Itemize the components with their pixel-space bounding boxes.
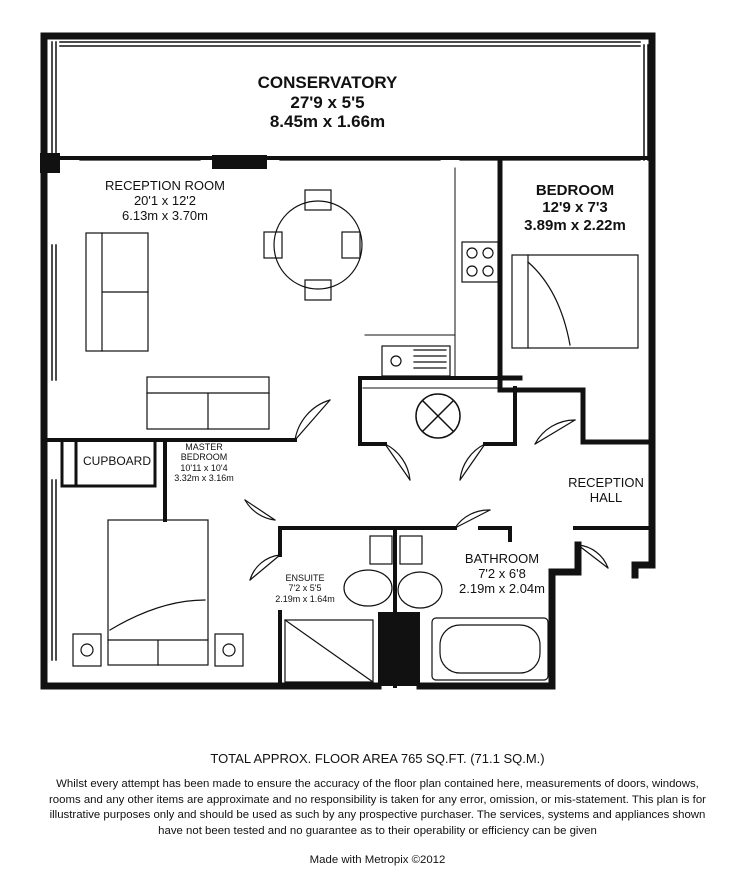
ensuite-name: ENSUITE xyxy=(285,573,325,583)
outer-walls xyxy=(44,36,652,686)
made-with-credit: Made with Metropix ©2012 xyxy=(309,854,446,866)
reception-hall-name-2: HALL xyxy=(589,489,623,505)
reception-room-label xyxy=(80,179,250,224)
ensuite-fixtures xyxy=(285,536,392,682)
boiler xyxy=(416,394,460,438)
reception-hall-label xyxy=(554,476,658,506)
bathroom-label xyxy=(450,552,554,597)
total-floor-area: TOTAL APPROX. FLOOR AREA 765 SQ.FT. (71.1 SQ.M.) xyxy=(210,751,545,766)
conservatory-imperial: 27'9 x 5'5 xyxy=(290,92,365,112)
sofa-left xyxy=(86,233,148,351)
hob xyxy=(462,242,498,282)
bedroom-metric: 3.89m x 2.22m xyxy=(524,216,626,234)
cupboard-label xyxy=(77,455,157,469)
pier-2 xyxy=(40,153,60,173)
sofa-bottom xyxy=(147,377,269,429)
bathroom-name: BATHROOM xyxy=(464,551,540,566)
disclaimer-text: Whilst every attempt has been made to ensure the accuracy of the floor plan contained here, measurements of doors, windows, rooms and any other items are approximate and no responsibility is taken for any error, omission, or mis-statement. This plan is for illustrative purposes only and should be used as such by any prospective purchaser. The services, systems and appliances shown have not been tested and no guarantee as to their operability or efficiency can be given xyxy=(49,778,706,837)
bathroom-metric: 2.19m x 2.04m xyxy=(459,580,545,596)
cupboard-name: CUPBOARD xyxy=(82,454,151,468)
ensuite-metric: 2.19m x 1.64m xyxy=(275,593,335,604)
reception-room-imperial: 20'1 x 12'2 xyxy=(133,192,197,208)
service-duct xyxy=(378,612,420,686)
bedroom-label xyxy=(510,182,640,234)
master-bedroom-metric: 3.32m x 3.16m xyxy=(174,473,234,484)
master-bedroom-imperial: 10'11 x 10'4 xyxy=(180,462,228,473)
master-bedroom-label xyxy=(166,442,242,483)
reception-room-name: RECEPTION ROOM xyxy=(105,178,225,193)
bathroom-imperial: 7'2 x 6'8 xyxy=(478,565,526,581)
pier-1 xyxy=(212,155,267,169)
master-bed xyxy=(108,520,208,665)
sink xyxy=(382,346,450,376)
reception-room-metric: 6.13m x 3.70m xyxy=(122,207,208,223)
bedroom-name: BEDROOM xyxy=(535,182,615,199)
dining-table xyxy=(264,190,362,300)
reception-hall-name-1: RECEPTION xyxy=(568,475,644,490)
conservatory-name: CONSERVATORY xyxy=(257,73,398,92)
ensuite-imperial: 7'2 x 5'5 xyxy=(288,583,322,594)
master-bedroom-name-2: BEDROOM xyxy=(180,452,228,463)
ensuite-label xyxy=(270,573,340,604)
conservatory-metric: 8.45m x 1.66m xyxy=(269,112,386,132)
bedroom-bed xyxy=(512,255,638,348)
master-bedroom-name-1: MASTER xyxy=(185,442,223,452)
conservatory-label xyxy=(240,73,415,132)
bedroom-imperial: 12'9 x 7'3 xyxy=(542,199,608,217)
